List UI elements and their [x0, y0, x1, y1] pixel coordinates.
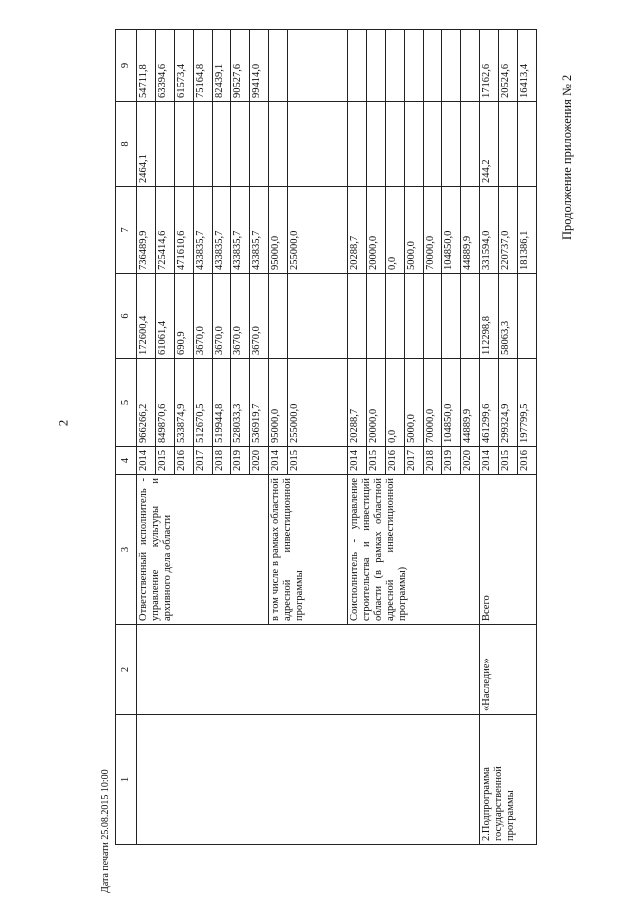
value-cell	[348, 102, 367, 187]
value-cell: 461299,6	[480, 359, 499, 447]
year-cell: 2015	[155, 447, 174, 475]
value-cell: 82439,1	[212, 30, 231, 102]
value-cell: 20000,0	[366, 359, 385, 447]
year-cell: 2015	[499, 447, 518, 475]
value-cell: 736489,9	[137, 187, 156, 274]
value-cell	[404, 102, 423, 187]
header-cell: 4	[116, 447, 137, 475]
year-cell: 2017	[193, 447, 212, 475]
value-cell: 95000,0	[269, 187, 288, 274]
year-cell: 2017	[404, 447, 423, 475]
value-cell	[517, 274, 536, 359]
value-cell	[423, 30, 442, 102]
value-cell	[366, 30, 385, 102]
subprogram-name-cell: «Наследие»	[480, 625, 537, 715]
value-cell: 220737,0	[499, 187, 518, 274]
value-cell: 3670,0	[250, 274, 269, 359]
value-cell: 725414,6	[155, 187, 174, 274]
value-cell	[461, 102, 480, 187]
value-cell: 54711,8	[137, 30, 156, 102]
value-cell: 172600,4	[137, 274, 156, 359]
value-cell: 255000,0	[288, 187, 348, 274]
value-cell	[288, 274, 348, 359]
table-row	[137, 30, 156, 845]
value-cell: 512670,5	[193, 359, 212, 447]
year-cell: 2018	[423, 447, 442, 475]
subprogram-cell: 2.Подпрограмма государственной программы	[480, 715, 537, 845]
value-cell	[288, 30, 348, 102]
investment-program-cell: в том числе в рамках областной адресной инвестиционной программы	[269, 475, 348, 625]
value-cell	[404, 30, 423, 102]
col2-cell	[137, 625, 480, 715]
value-cell: 112298,8	[480, 274, 499, 359]
value-cell: 104850,0	[442, 359, 461, 447]
value-cell	[404, 274, 423, 359]
value-cell	[385, 30, 404, 102]
value-cell: 3670,0	[193, 274, 212, 359]
value-cell: 433835,7	[193, 187, 212, 274]
year-cell: 2014	[480, 447, 499, 475]
value-cell: 690,9	[174, 274, 193, 359]
value-cell: 331594,0	[480, 187, 499, 274]
value-cell: 20524,6	[499, 30, 518, 102]
value-cell	[269, 274, 288, 359]
value-cell	[193, 102, 212, 187]
year-cell: 2014	[348, 447, 367, 475]
value-cell: 44889,9	[461, 187, 480, 274]
appendix-caption: Продолжение приложения № 2	[560, 74, 574, 240]
value-cell	[174, 102, 193, 187]
year-cell: 2015	[366, 447, 385, 475]
value-cell: 0,0	[385, 359, 404, 447]
year-cell: 2016	[174, 447, 193, 475]
value-cell	[442, 30, 461, 102]
header-cell: 9	[116, 30, 137, 102]
value-cell: 99414,0	[250, 30, 269, 102]
value-cell: 181386,1	[517, 187, 536, 274]
header-cell: 2	[116, 625, 137, 715]
value-cell	[212, 102, 231, 187]
year-cell: 2014	[269, 447, 288, 475]
value-cell: 519944,8	[212, 359, 231, 447]
value-cell: 20288,7	[348, 187, 367, 274]
budget-table	[115, 29, 537, 845]
header-cell: 6	[116, 274, 137, 359]
value-cell: 433835,7	[250, 187, 269, 274]
value-cell: 61061,4	[155, 274, 174, 359]
year-cell: 2016	[517, 447, 536, 475]
value-cell	[442, 102, 461, 187]
value-cell: 244,2	[480, 102, 499, 187]
value-cell: 5000,0	[404, 359, 423, 447]
page-number: 2	[55, 419, 71, 427]
print-date: Дата печати 25.08.2015 10:00	[100, 769, 111, 893]
value-cell	[288, 102, 348, 187]
value-cell: 3670,0	[212, 274, 231, 359]
value-cell	[461, 274, 480, 359]
value-cell	[517, 102, 536, 187]
value-cell: 533874,9	[174, 359, 193, 447]
year-cell: 2020	[461, 447, 480, 475]
value-cell: 966266,2	[137, 359, 156, 447]
value-cell: 433835,7	[212, 187, 231, 274]
value-cell: 16413,4	[517, 30, 536, 102]
value-cell: 70000,0	[423, 187, 442, 274]
header-cell: 5	[116, 359, 137, 447]
value-cell: 44889,9	[461, 359, 480, 447]
value-cell	[269, 30, 288, 102]
value-cell	[423, 102, 442, 187]
responsible-executor-cell: Ответственный исполнитель - управление культуры и архивного дела области	[137, 475, 269, 625]
value-cell	[348, 274, 367, 359]
value-cell: 2464,1	[137, 102, 156, 187]
total-label-cell: Всего	[480, 475, 537, 625]
value-cell: 3670,0	[231, 274, 250, 359]
year-cell: 2016	[385, 447, 404, 475]
header-cell: 8	[116, 102, 137, 187]
value-cell: 95000,0	[269, 359, 288, 447]
value-cell: 528033,3	[231, 359, 250, 447]
value-cell: 299324,9	[499, 359, 518, 447]
value-cell	[348, 30, 367, 102]
value-cell	[366, 102, 385, 187]
value-cell: 849870,6	[155, 359, 174, 447]
value-cell: 197799,5	[517, 359, 536, 447]
value-cell	[269, 102, 288, 187]
header-cell: 3	[116, 475, 137, 625]
col1-cell	[137, 715, 480, 845]
value-cell	[231, 102, 250, 187]
value-cell: 536919,7	[250, 359, 269, 447]
value-cell: 90527,6	[231, 30, 250, 102]
value-cell: 471610,6	[174, 187, 193, 274]
value-cell	[423, 274, 442, 359]
table-row	[480, 30, 499, 845]
value-cell: 20000,0	[366, 187, 385, 274]
value-cell	[385, 274, 404, 359]
value-cell	[250, 102, 269, 187]
value-cell: 5000,0	[404, 187, 423, 274]
value-cell: 58063,3	[499, 274, 518, 359]
value-cell	[442, 274, 461, 359]
value-cell: 20288,7	[348, 359, 367, 447]
value-cell	[366, 274, 385, 359]
value-cell	[499, 102, 518, 187]
header-cell: 1	[116, 715, 137, 845]
value-cell: 63394,6	[155, 30, 174, 102]
co-executor-cell: Соисполнитель - управление строительства и инвестиций области (в рамках областной адресной инвестиционной программы)	[348, 475, 480, 625]
header-cell: 7	[116, 187, 137, 274]
value-cell: 70000,0	[423, 359, 442, 447]
value-cell	[461, 30, 480, 102]
value-cell: 61573,4	[174, 30, 193, 102]
value-cell: 0,0	[385, 187, 404, 274]
header-row	[116, 30, 137, 845]
year-cell: 2015	[288, 447, 348, 475]
value-cell: 75164,8	[193, 30, 212, 102]
value-cell: 255000,0	[288, 359, 348, 447]
year-cell: 2014	[137, 447, 156, 475]
value-cell	[155, 102, 174, 187]
budget-table-rotated	[115, 30, 537, 845]
year-cell: 2020	[250, 447, 269, 475]
value-cell: 17162,6	[480, 30, 499, 102]
year-cell: 2019	[442, 447, 461, 475]
value-cell: 104850,0	[442, 187, 461, 274]
value-cell: 433835,7	[231, 187, 250, 274]
year-cell: 2018	[212, 447, 231, 475]
value-cell	[385, 102, 404, 187]
year-cell: 2019	[231, 447, 250, 475]
